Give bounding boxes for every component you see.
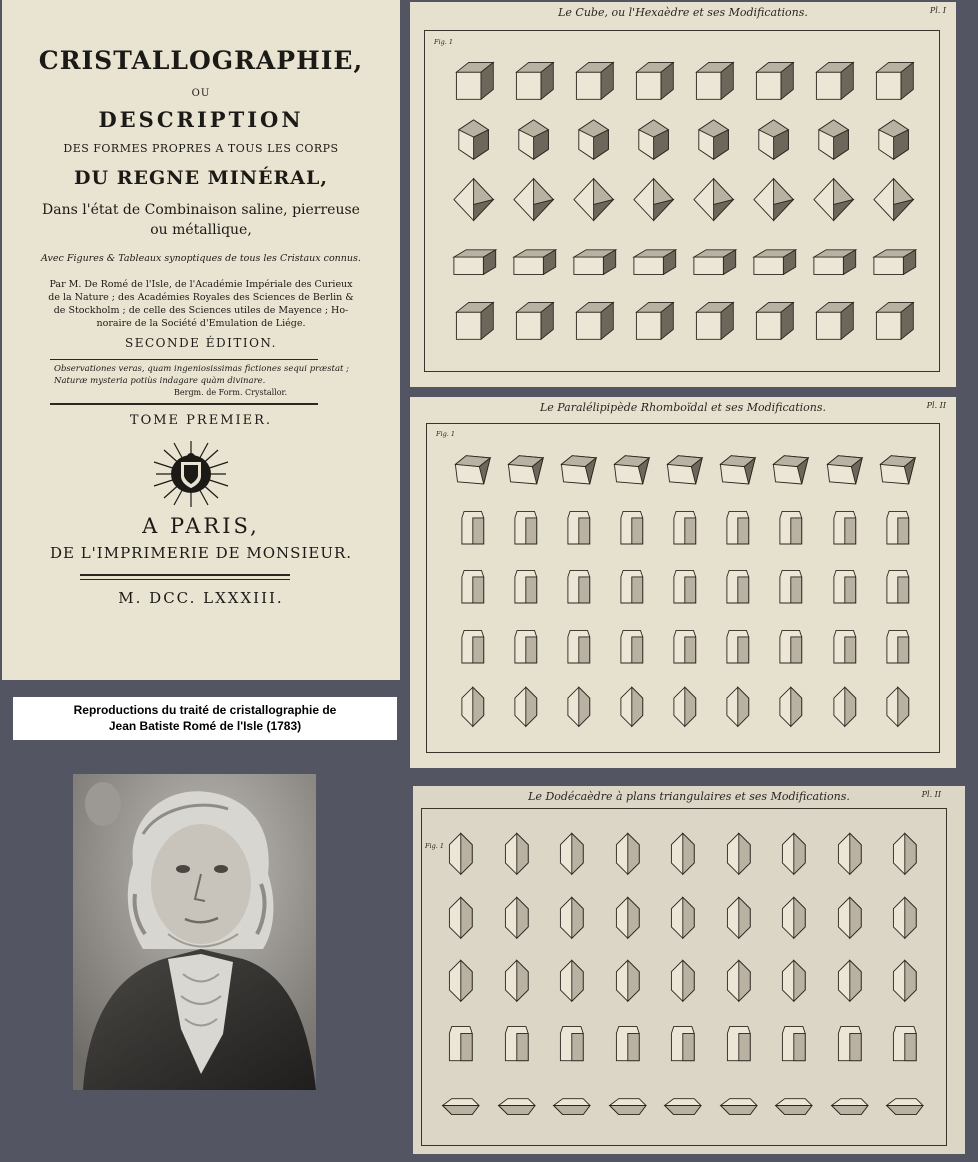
plate-dodeca-figures-crystal — [549, 831, 595, 881]
plate-rhombo-figures-crystal — [663, 447, 707, 495]
plate-dodeca-figures-crystal — [549, 895, 595, 945]
plate-dodeca-figures-crystal — [660, 895, 706, 945]
plate-cube-frame — [424, 30, 940, 372]
rule-bottom — [50, 403, 318, 405]
plate-dodeca-figures-crystal — [494, 895, 540, 945]
plate-rhombo-figures-crystal — [876, 507, 920, 555]
caption-line-1: Reproductions du traité de cristallographie de — [73, 703, 337, 717]
plate-cube-figures-crystal — [749, 235, 798, 288]
plate-cube-figures-crystal — [809, 235, 858, 288]
plate-rhombo-figures-crystal — [823, 447, 867, 495]
plate-cube-figures-crystal — [569, 175, 618, 228]
epigraph-line-1: Observationes veras, quam ingeniosissimas fictiones sequi præstat ; — [54, 364, 350, 374]
plate-rhombo-figures-crystal — [451, 507, 495, 555]
plate-rhombo-title: Le Paralélipipède Rhomboïdal et ses Modifications. — [539, 401, 827, 414]
plate-rhombo-figures-crystal — [451, 626, 495, 674]
plate-rhombo-figures-crystal — [716, 566, 760, 614]
caption-box — [13, 697, 397, 740]
plate-rhombo-figures-crystal — [557, 685, 601, 733]
year-line: M. DCC. LXXXIII. — [118, 589, 284, 607]
plate-cube-figures-crystal — [689, 175, 738, 228]
plate-rhombo-figures-crystal — [557, 626, 601, 674]
plate-cube-figures-crystal — [749, 295, 798, 348]
plate-dodeca-figures-crystal — [716, 895, 762, 945]
plate-rhombo-figures-crystal — [716, 685, 760, 733]
plate-rhombo-figures-crystal — [610, 626, 654, 674]
plate-rhombo-figures-crystal — [504, 685, 548, 733]
plate-rhombo-figures-crystal — [876, 447, 920, 495]
plate-cube-figures-crystal — [809, 295, 858, 348]
plate-rhombo-figures-crystal — [823, 626, 867, 674]
plate-dodeca-title: Le Dodécaèdre à plans triangulaires et ses Modifications. — [528, 790, 850, 803]
plate-rhombo-figures-crystal — [769, 566, 813, 614]
plate-rhombo-figures-crystal — [610, 507, 654, 555]
plate-dodeca-figures-crystal — [605, 1085, 651, 1135]
plate-dodeca-figures-crystal — [549, 958, 595, 1008]
ou-word: OU — [191, 88, 211, 99]
plate-cube-figures-crystal — [629, 175, 678, 228]
combinaison-line-2: ou métallique, — [150, 222, 252, 238]
rule-imprint-2 — [80, 579, 290, 580]
plate-rhombo-figures-crystal — [610, 566, 654, 614]
plate-dodeca-figures-crystal — [882, 895, 928, 945]
plate-cube-figures-crystal — [869, 55, 918, 108]
plate-dodeca-figures-crystal — [882, 1085, 928, 1135]
plate-dodeca-figures-crystal — [771, 831, 817, 881]
plate-cube-figures-crystal — [569, 55, 618, 108]
plate-dodeca-figures-crystal — [605, 1022, 651, 1072]
plate-dodeca-figures-crystal — [494, 1022, 540, 1072]
plate-rhombo-figures-crystal — [876, 566, 920, 614]
plate-rhombo-figures-crystal — [823, 507, 867, 555]
plate-dodeca-figures-crystal — [827, 958, 873, 1008]
plate-rhombo-figures-crystal — [451, 685, 495, 733]
plate-rhombo-figures-crystal — [557, 566, 601, 614]
plate-cube-figures-crystal — [869, 175, 918, 228]
plate-cube-figures-crystal — [749, 115, 798, 168]
plate-cube-figures-crystal — [809, 175, 858, 228]
plate-rhombo-fig-label: Fig. 1 — [436, 430, 456, 438]
plate-cube — [410, 2, 956, 387]
plate-rhombo-figures-crystal — [823, 685, 867, 733]
plate-cube-figures-crystal — [689, 295, 738, 348]
plate-dodeca-figures-crystal — [605, 831, 651, 881]
plate-rhombo-number: Pl. II — [926, 401, 946, 410]
plate-cube-figures-crystal — [749, 175, 798, 228]
plate-cube-figures-crystal — [689, 55, 738, 108]
plate-cube-figures-crystal — [509, 235, 558, 288]
plate-cube-figures-crystal — [449, 175, 498, 228]
plate-rhombo-figures-crystal — [769, 685, 813, 733]
plate-dodeca-figures-crystal — [716, 1085, 762, 1135]
author-line-4: noraire de la Société d'Emulation de Liége. — [96, 318, 306, 329]
plate-cube-figures-crystal — [869, 115, 918, 168]
author-line-3: de Stockholm ; de celle des Sciences utiles de Mayence ; Ho- — [53, 305, 349, 316]
plate-dodeca-figures-crystal — [549, 1022, 595, 1072]
plate-dodecahedron — [413, 786, 965, 1154]
plate-cube-figures-crystal — [569, 295, 618, 348]
plate-cube-figures-crystal — [569, 115, 618, 168]
plate-rhombo-figures-crystal — [663, 566, 707, 614]
plate-dodeca-figures-crystal — [827, 831, 873, 881]
plate-dodeca-figures-crystal — [494, 958, 540, 1008]
plate-dodeca-figures-crystal — [771, 895, 817, 945]
city-line: A PARIS, — [142, 514, 260, 538]
plate-dodeca-figures-crystal — [716, 958, 762, 1008]
plate-dodeca-figures-crystal — [882, 831, 928, 881]
portrait-image — [73, 774, 316, 1090]
plate-rhombo-figures-crystal — [504, 626, 548, 674]
plate-dodeca-figures-crystal — [716, 831, 762, 881]
combinaison-line-1: Dans l'état de Combinaison saline, pierreuse — [42, 202, 360, 218]
epigraph-line-2: Naturæ mysteria potiùs indagare quàm divinare. — [54, 376, 266, 386]
plate-cube-figures-crystal — [629, 235, 678, 288]
title-page — [2, 0, 400, 680]
plate-dodeca-figures-crystal — [660, 958, 706, 1008]
plate-rhombo-figures-crystal — [876, 626, 920, 674]
plate-dodeca-figures-crystal — [771, 1022, 817, 1072]
plate-rhombo-figures-crystal — [451, 566, 495, 614]
author-line-2: de la Nature ; des Académies Royales des Sciences de Berlin & — [48, 292, 354, 303]
plate-rhombo-figures-crystal — [716, 626, 760, 674]
plate-dodeca-figures-crystal — [660, 831, 706, 881]
author-line-1: Par M. De Romé de l'Isle, de l'Académie Impériale des Curieux — [49, 279, 353, 290]
plate-dodeca-figures-crystal — [882, 1022, 928, 1072]
plate-rhombo-figures-crystal — [504, 566, 548, 614]
printer-line: DE L'IMPRIMERIE DE MONSIEUR. — [49, 544, 353, 562]
plate-rhombo-figures-crystal — [610, 447, 654, 495]
description-heading: DESCRIPTION — [98, 107, 304, 132]
plate-rhombo-figures-crystal — [769, 507, 813, 555]
formes-line: DES FORMES PROPRES A TOUS LES CORPS — [63, 142, 339, 155]
plate-dodeca-figures-crystal — [549, 1085, 595, 1135]
plate-cube-figures-crystal — [509, 175, 558, 228]
plate-dodeca-figures-crystal — [494, 1085, 540, 1135]
plate-cube-figures-crystal — [869, 235, 918, 288]
printer-ornament — [152, 440, 230, 508]
plate-cube-figures-crystal — [449, 235, 498, 288]
edition-line: SECONDE ÉDITION. — [125, 336, 277, 350]
plate-dodeca-figures-crystal — [827, 1085, 873, 1135]
plate-dodeca-figures-crystal — [605, 958, 651, 1008]
plate-rhombo-figures-crystal — [610, 685, 654, 733]
plate-dodeca-figures-crystal — [660, 1085, 706, 1135]
plate-dodeca-figures-crystal — [771, 1085, 817, 1135]
regne-heading: DU REGNE MINÉRAL, — [74, 167, 328, 189]
plate-rhombo-figures-crystal — [663, 685, 707, 733]
plate-dodeca-figures-crystal — [660, 1022, 706, 1072]
plate-cube-figures-crystal — [449, 55, 498, 108]
plate-dodeca-figures-crystal — [438, 1022, 484, 1072]
plate-rhombo-figures-crystal — [663, 507, 707, 555]
tome-line: TOME PREMIER. — [129, 413, 273, 428]
plate-rhombo-figures-crystal — [823, 566, 867, 614]
plate-cube-figures-crystal — [509, 295, 558, 348]
plate-dodeca-figures-crystal — [605, 895, 651, 945]
plate-dodeca-number: Pl. II — [921, 790, 941, 799]
plate-cube-figures-crystal — [809, 55, 858, 108]
plate-cube-figures-crystal — [869, 295, 918, 348]
plate-cube-figures-crystal — [629, 55, 678, 108]
caption-line-2: Jean Batiste Romé de l'Isle (1783) — [108, 719, 302, 733]
plate-dodeca-figures-crystal — [438, 958, 484, 1008]
plate-cube-figures-crystal — [749, 55, 798, 108]
plate-cube-figures-crystal — [449, 115, 498, 168]
plate-dodeca-figures-crystal — [827, 895, 873, 945]
plate-cube-figures-crystal — [509, 115, 558, 168]
plate-dodeca-figures-crystal — [771, 958, 817, 1008]
plate-rhombohedron — [410, 397, 956, 768]
plate-rhombo-figures-crystal — [451, 447, 495, 495]
plate-cube-figures-crystal — [509, 55, 558, 108]
plate-rhombo-figures-crystal — [557, 507, 601, 555]
plate-dodeca-figures-crystal — [827, 1022, 873, 1072]
plate-dodeca-figures-crystal — [438, 895, 484, 945]
plate-rhombo-figures-crystal — [769, 626, 813, 674]
plate-cube-figures-crystal — [629, 115, 678, 168]
plate-cube-figures-crystal — [449, 295, 498, 348]
plate-rhombo-figures-crystal — [504, 507, 548, 555]
plate-dodeca-figures-crystal — [882, 958, 928, 1008]
plate-rhombo-figures-crystal — [663, 626, 707, 674]
plate-rhombo-figures-crystal — [557, 447, 601, 495]
plate-cube-fig-label: Fig. 1 — [434, 38, 454, 46]
plate-cube-figures-crystal — [689, 115, 738, 168]
rule-imprint-1 — [80, 574, 290, 576]
book-title: CRISTALLOGRAPHIE, — [38, 46, 364, 75]
plate-cube-number: Pl. I — [929, 6, 946, 15]
plate-rhombo-figures-crystal — [769, 447, 813, 495]
portrait-engraving — [73, 774, 316, 1090]
rule-top — [50, 359, 318, 360]
plate-dodeca-fig-label: Fig. 1 — [425, 842, 445, 850]
epigraph-source: Bergm. de Form. Crystallor. — [174, 388, 288, 397]
plate-rhombo-figures-crystal — [876, 685, 920, 733]
plate-cube-figures-crystal — [569, 235, 618, 288]
plate-dodeca-figures-crystal — [438, 831, 484, 881]
plate-cube-figures-crystal — [689, 235, 738, 288]
plate-cube-figures-crystal — [629, 295, 678, 348]
plate-cube-title: Le Cube, ou l'Hexaèdre et ses Modifications. — [558, 6, 808, 19]
plate-dodeca-figures-crystal — [438, 1085, 484, 1135]
plate-dodeca-figures-crystal — [716, 1022, 762, 1072]
plate-rhombo-figures-crystal — [504, 447, 548, 495]
plate-rhombo-figures-crystal — [716, 447, 760, 495]
plate-dodeca-figures-crystal — [494, 831, 540, 881]
plate-rhombo-figures-crystal — [716, 507, 760, 555]
plate-cube-figures-crystal — [809, 115, 858, 168]
avec-line: Avec Figures & Tableaux synoptiques de tous les Cristaux connus. — [41, 253, 361, 264]
